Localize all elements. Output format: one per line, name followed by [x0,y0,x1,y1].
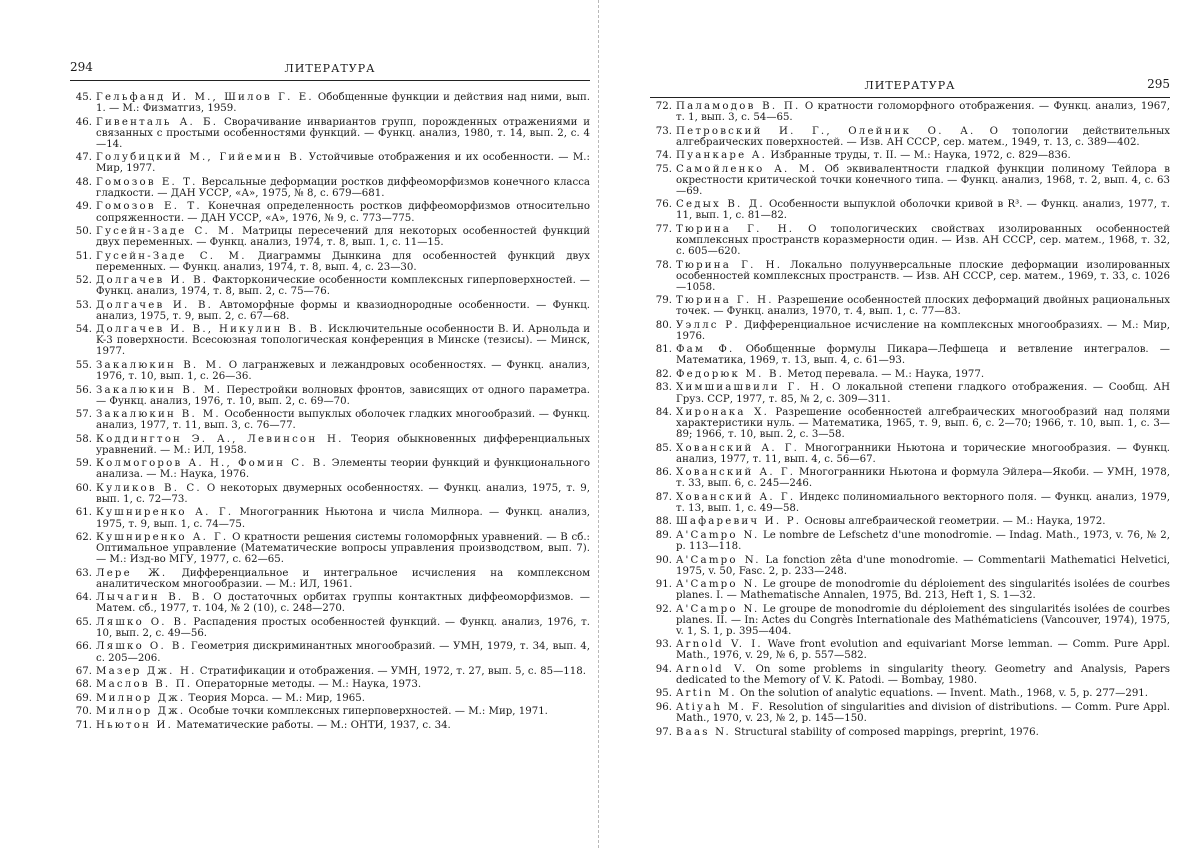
reference-text: Разрешение особенностей алгебраических многообразий над полями характеристики нуль. — Математика, 1965, т. 9, вып. 6, с. 2—70; 1966, т. 10, вып. 1, с. 3—89; 1966, т. 10, вып. 2, с. 3—58. [676,407,1170,441]
reference-entry [650,407,1170,440]
reference-number: 62. [75,532,92,544]
reference-author: Милнор Дж. [96,706,186,718]
reference-text: Wave front evolution and equivariant Morse lemman. — Comm. Pure Appl. Math., 1976, v. 29, № 6, p. 557—582. [676,639,1171,662]
reference-text: Избранные труды, т. II. — М.: Наука, 1972, с. 829—836. [767,150,1071,162]
reference-author: Atiyah M. F. [676,701,766,713]
reference-number: 55. [75,359,92,371]
reference-entry [650,369,1170,380]
reference-text: Дифференциальное и интегральное исчисления на комплексном аналитическом многообразии. — М.: ИЛ, 1961. [96,567,590,590]
reference-number: 59. [75,458,92,470]
reference-number: 83. [655,382,672,394]
reference-author: Коддингтон Э. А., Левинсон Н. [96,433,344,445]
reference-text: Теория Морса. — М.: Мир, 1965. [185,692,365,704]
reference-text: Геометрия дискриминантных многообразий. — УМН, 1979, т. 34, вып. 4, с. 205—206. [96,641,590,664]
reference-entry [70,458,590,480]
reference-entry [650,727,1170,738]
reference-entry [70,434,590,456]
reference-number: 86. [655,467,672,479]
left-page [70,0,590,848]
reference-entry [70,693,590,704]
reference-author: Петровский И. Г., Олейник О. А. [676,125,976,137]
reference-author: Гивенталь А. Б. [96,116,219,128]
reference-number: 49. [75,201,92,213]
reference-entry [70,483,590,505]
reference-author: Хованский А. Г. [676,491,796,503]
reference-number: 93. [655,639,672,651]
reference-entry [70,117,590,150]
reference-number: 82. [655,368,672,380]
reference-entry [650,320,1170,342]
reference-list-right [650,101,1170,740]
reference-author: Хованский А. Г. [676,442,800,454]
reference-entry [70,152,590,174]
reference-entry [650,199,1170,221]
running-head: ЛИТЕРАТУРА [284,62,376,75]
reference-text: Structural stability of composed mappings, preprint, 1976. [731,726,1039,738]
reference-entry [650,516,1170,527]
reference-author: Гусейн-Заде С. М. [96,250,247,262]
reference-author: Тюрина Г. Н. [676,259,783,271]
right-page-header [650,75,1170,98]
reference-entry [650,492,1170,514]
reference-entry [650,382,1170,404]
reference-text: Конечная определенность ростков диффеоморфизмов относительно сопряженности. — ДАН УССР, «А», 1976, № 9, с. 773—775. [96,201,590,224]
reference-number: 91. [655,579,672,591]
reference-author: Гусейн-Заде С. М. [96,225,237,237]
reference-author: Фам Ф. [676,344,735,356]
reference-entry [70,92,590,114]
reference-author: Долгачев И. В. [96,299,214,311]
reference-text: Перестройки волновых фронтов, зависящих от одного параметра. — Функц. анализ, 1976, т. 10, вып. 2, с. 69—70. [96,384,590,407]
reference-number: 64. [75,592,92,604]
reference-author: Мазер Дж. Н. [96,666,197,677]
reference-author: A'Campo N. [676,579,760,591]
reference-text: Факторконические особенности комплексных гиперповерхностей. — Функц. анализ, 1974, т. 8, вып. 2, с. 75—76. [96,275,590,298]
reference-number: 66. [75,641,92,653]
reference-text: Операторные методы. — М.: Наука, 1973. [192,679,422,691]
reference-number: 73. [655,125,672,137]
reference-text: Диаграммы Дынкина для особенностей функций двух переменных. — Функц. анализ, 1974, т. 8, вып. 4, с. 23—30. [96,250,590,273]
reference-author: Artin M. [676,688,737,700]
page-number: 295 [1147,77,1170,91]
reference-entry [70,568,590,590]
reference-list-left [70,92,590,733]
reference-number: 89. [655,529,672,541]
reference-author: Лере Ж. [96,567,168,579]
reference-text: Обобщенные функции и действия над ними, вып. 1. — М.: Физматгиз, 1959. [96,92,590,115]
reference-number: 61. [75,507,92,519]
reference-number: 88. [655,516,672,528]
reference-text: Особенности выпуклых оболочек гладких многообразий. — Функц. анализ, 1977, т. 11, вып. 3, с. 76—77. [96,409,590,432]
reference-author: A'Campo N. [676,603,760,615]
reference-number: 72. [655,101,672,112]
reference-author: Кушниренко А. Г. [96,532,229,544]
reference-text: О некоторых двумерных особенностях. — Функц. анализ, 1975, т. 9, вып. 1, с. 72—73. [96,482,590,505]
reference-author: Хиронака Х. [676,407,770,419]
reference-entry [70,706,590,717]
reference-author: Закалюкин В. М. [96,359,224,371]
reference-text: Теория обыкновенных дифференциальных уравнений. — М.: ИЛ, 1958. [96,433,590,456]
reference-text: Математические работы. — М.: ОНТИ, 1937, с. 34. [173,719,451,731]
reference-number: 65. [75,616,92,628]
reference-text: Об эквивалентности гладкой функции полиному Тейлора в окрестности критической точки конечного типа. — Функц. анализ, 1968, т. 2, вып. 4, с. 63—69. [676,163,1170,197]
reference-entry [650,224,1170,257]
reference-number: 97. [655,726,672,738]
reference-entry [70,251,590,273]
reference-text: Многогранник Ньютона и числа Милнора. — Функц. анализ, 1975, т. 9, вып. 1, с. 74—75. [96,507,590,530]
reference-text: Метод перевала. — М.: Наука, 1977. [784,368,985,380]
reference-entry [650,702,1170,724]
reference-entry [650,555,1170,577]
reference-text: On the solution of analytic equations. — Invent. Math., 1968, v. 5, p. 277—291. [736,688,1149,700]
reference-number: 56. [75,384,92,396]
reference-author: Тюрина Г. Н. [676,223,795,235]
reference-entry [650,530,1170,552]
reference-author: Лычагин В. В. [96,592,207,604]
reference-number: 57. [75,409,92,421]
reference-text: Исключительные особенности В. И. Арнольда и K-3 поверхности. Всесоюзная топологическая конференция в Минске (тезисы). — Минск, 1977. [96,324,590,358]
reference-number: 48. [75,176,92,188]
reference-entry [70,226,590,248]
reference-entry [70,532,590,565]
reference-number: 81. [655,344,672,356]
reference-entry [70,300,590,322]
reference-number: 69. [75,692,92,704]
reference-entry [70,324,590,357]
reference-text: О кратности голоморфного отображения. — Функц. анализ, 1967, т. 1, вып. 3, с. 54—65. [676,101,1170,124]
reference-number: 79. [655,295,672,307]
reference-author: Arnold V. I. [676,639,763,651]
reference-entry [70,507,590,529]
reference-author: Уэллс Р. [676,319,740,331]
reference-text: Многогранники Ньютона и торические многообразия. — Функц. анализ, 1977, т. 11, вып. 4, с. 56—67. [676,442,1170,465]
reference-number: 87. [655,491,672,503]
reference-text: Версальные деформации ростков диффеоморфизмов конечного класса гладкости. — ДАН УССР, «А», 1975, № 8, с. 679—681. [96,176,590,199]
reference-author: Гельфанд И. М., Шилов Г. Е. [96,92,314,103]
reference-text: Resolution of singularities and division of distributions. — Comm. Pure Appl. Math., 1970, v. 23, № 2, p. 145—150. [676,701,1171,725]
reference-text: О топологии действительных алгебраических поверхностей. — Изв. АН СССР, сер. матем., 1949, т. 13, с. 389—402. [676,125,1170,148]
reference-entry [70,592,590,614]
reference-text: О лагранжевых и лежандровых особенностях. — Функц. анализ, 1976, т. 10, вып. 1, с. 26—36. [96,359,590,383]
reference-author: Куликов В. С. [96,482,202,494]
reference-author: Голубицкий М., Гийемин В. [96,152,305,164]
reference-entry [650,443,1170,465]
reference-entry [650,639,1170,661]
reference-number: 47. [75,152,92,164]
reference-author: Химшиашвили Г. Н. [676,382,827,394]
reference-author: Гомозов Е. Т. [96,176,198,188]
reference-entry [650,344,1170,366]
reference-number: 90. [655,554,672,566]
reference-number: 74. [655,150,672,162]
reference-text: Le groupe de monodromie du déploiement des singularités isolées de courbes planes. I. — Mathematische Annalen, 1975, Bd. 213, Heft 1, S. 1—32. [676,579,1170,602]
reference-author: Хованский А. Г. [676,467,796,479]
reference-number: 77. [655,223,672,235]
reference-text: Le groupe de monodromie du déploiement des singularités isolées de courbes planes. II. — In: Actes du Congrès Internationale des Mathématiciens (Vancouver, 1974), 1975, v. 1, S. 1, p. 395—404. [676,603,1170,637]
reference-text: On some problems in singularity theory. Geometry and Analysis, Papers dedicated to the Memory of V. K. Patodi. — Bombay, 1980. [676,663,1170,686]
reference-entry [70,409,590,431]
page-number: 294 [70,60,93,74]
reference-entry [70,617,590,639]
reference-number: 50. [75,225,92,237]
reference-author: A'Campo N. [676,554,761,566]
reference-text: Распадения простых особенностей функций. — Функц. анализ, 1976, т. 10, вып. 2, с. 49—56. [96,616,590,639]
reference-author: Седых В. Д. [676,199,765,211]
reference-text: О локальной степени гладкого отображения. — Сообщ. АН Груз. ССР, 1977, т. 85, № 2, с. 309—311. [676,382,1170,405]
reference-text: Le nombre de Lefschetz d'une monodromie. — Indag. Math., 1973, v. 76, № 2, p. 113—118. [676,529,1170,553]
reference-author: Самойленко А. М. [676,163,818,175]
reference-author: Baas N. [676,726,732,738]
reference-text: Основы алгебраической геометрии. — М.: Наука, 1972. [801,516,1106,528]
reference-text: Сворачивание инвариантов групп, порожденных отражениями и связанных с простыми особенностями функций. — Функц. анализ, 1980, т. 14, вып. 2, с. 4—14. [96,116,590,150]
reference-entry [650,467,1170,489]
reference-entry [650,101,1170,123]
reference-number: 78. [655,259,672,271]
reference-number: 96. [655,701,672,713]
reference-entry [650,604,1170,637]
reference-number: 84. [655,407,672,419]
reference-author: Ляшко О. В. [96,641,188,653]
reference-text: Дифференциальное исчисление на комплексных многообразиях. — М.: Мир, 1976. [676,319,1170,342]
reference-number: 70. [75,706,92,718]
reference-entry [70,679,590,690]
reference-number: 85. [655,442,672,454]
reference-author: Колмогоров А. Н., Фомин С. В. [96,458,328,470]
reference-number: 54. [75,324,92,336]
reference-author: Гомозов Е. Т. [96,201,202,213]
reference-author: Шафаревич И. Р. [676,516,802,528]
reference-number: 76. [655,199,672,211]
reference-author: Arnold V. [676,663,748,675]
reference-text: Обобщенные формулы Пикара—Лефшеца и ветвление интегралов. — Математика, 1969, т. 13, вып. 4, с. 61—93. [676,344,1170,367]
reference-entry [70,641,590,663]
reference-author: Пуанкаре А. [676,150,768,162]
reference-entry [650,295,1170,317]
reference-author: Ньютон И. [96,719,174,731]
reference-number: 68. [75,679,92,691]
reference-entry [70,720,590,731]
reference-text: La fonction zêta d'une monodromie. — Commentarii Mathematici Helvetici, 1975, v. 50, Fasc. 2, p. 233—248. [676,554,1170,577]
reference-number: 67. [75,666,92,677]
reference-entry [650,150,1170,161]
reference-entry [70,360,590,382]
reference-entry [650,579,1170,601]
reference-author: Милнор Дж. [96,692,186,704]
running-head: ЛИТЕРАТУРА [864,79,956,92]
reference-text: Особые точки комплексных гиперповерхностей. — М.: Мир, 1971. [185,706,548,718]
reference-author: Тюрина Г. Н. [676,295,774,307]
reference-author: Долгачев И. В. [96,275,209,287]
reference-entry [70,177,590,199]
reference-number: 71. [75,719,92,731]
reference-entry [650,126,1170,148]
reference-author: Маслов В. П. [96,679,193,691]
reference-text: О достаточных орбитах группы контактных диффеоморфизмов. — Матем. сб., 1977, т. 104, № 2 (10), с. 248—270. [96,592,590,615]
book-spine-divider [598,0,599,848]
reference-text: О кратности решения системы голоморфных уравнений. — В сб.: Оптимальное управление (Математические вопросы управления производством, вып. 7). — М.: Изд-во МГУ, 1977, с. 62—65. [96,532,590,566]
reference-author: Паламодов В. П. [676,101,801,112]
reference-author: Закалюкин В. М. [96,409,221,421]
reference-text: Устойчивые отображения и их особенности. — М.: Мир, 1977. [96,152,590,175]
reference-number: 63. [75,567,92,579]
reference-author: Кушниренко А. Г. [96,507,234,519]
reference-author: A'Campo N. [676,529,760,541]
reference-entry [650,164,1170,197]
right-page [650,0,1170,848]
reference-text: Локально полуунверсальные плоские деформации изолированных особенностей комплексных пространств. — Изв. АН СССР, сер. матем., 1969, т. 33, с. 1026—1058. [676,259,1170,293]
reference-number: 52. [75,275,92,287]
reference-text: Автоморфные формы и квазиоднородные особенности. — Функц. анализ, 1975, т. 9, вып. 2, с. 67—68. [96,299,590,322]
reference-author: Федорюк М. В. [676,368,785,380]
reference-number: 75. [655,163,672,175]
reference-author: Закалюкин В. М. [96,384,223,396]
reference-text: О топологических свойствах изолированных особенностей комплексных пространств коразмерности один. — Изв. АН СССР, сер. матем., 1968, т. 32, с. 605—620. [676,223,1170,258]
reference-number: 60. [75,482,92,494]
reference-text: Многогранники Ньютона и формула Эйлера—Якоби. — УМН, 1978, т. 33, вып. 6, с. 245—246. [676,467,1170,490]
reference-entry [650,664,1170,686]
reference-text: Элементы теории функций и функционального анализа. — М.: Наука, 1976. [96,458,590,481]
reference-entry [70,385,590,407]
reference-number: 51. [75,250,92,262]
reference-text: Разрешение особенностей плоских деформаций двойных рациональных точек. — Функц. анализ, 1970, т. 4, вып. 1, с. 77—83. [676,295,1170,318]
reference-text: Особенности выпуклой оболочки кривой в R³. — Функц. анализ, 1977, т. 11, вып. 1, с. 81—82. [676,199,1171,222]
reference-entry [70,666,590,677]
reference-number: 92. [655,603,672,615]
reference-text: Индекс полиномиального векторного поля. — Функц. анализ, 1979, т. 13, вып. 1, с. 49—58. [676,491,1170,514]
reference-text: Матрицы пересечений для некоторых особенностей функций двух переменных. — Функц. анализ, 1974, т. 8, вып. 1, с. 11—15. [96,225,590,249]
left-page-header [70,58,590,81]
reference-number: 58. [75,433,92,445]
reference-entry [70,201,590,223]
reference-number: 46. [75,116,92,128]
reference-entry [650,688,1170,699]
reference-number: 45. [75,92,92,103]
reference-entry [650,260,1170,293]
reference-entry [70,275,590,297]
reference-number: 80. [655,319,672,331]
reference-number: 95. [655,688,672,700]
reference-text: Стратификации и отображения. — УМН, 1972, т. 27, вып. 5, с. 85—118. [196,666,586,677]
reference-number: 53. [75,299,92,311]
reference-author: Ляшко О. В. [96,616,189,628]
reference-number: 94. [655,663,672,675]
reference-author: Долгачев И. В., Никулин В. В. [96,324,325,336]
